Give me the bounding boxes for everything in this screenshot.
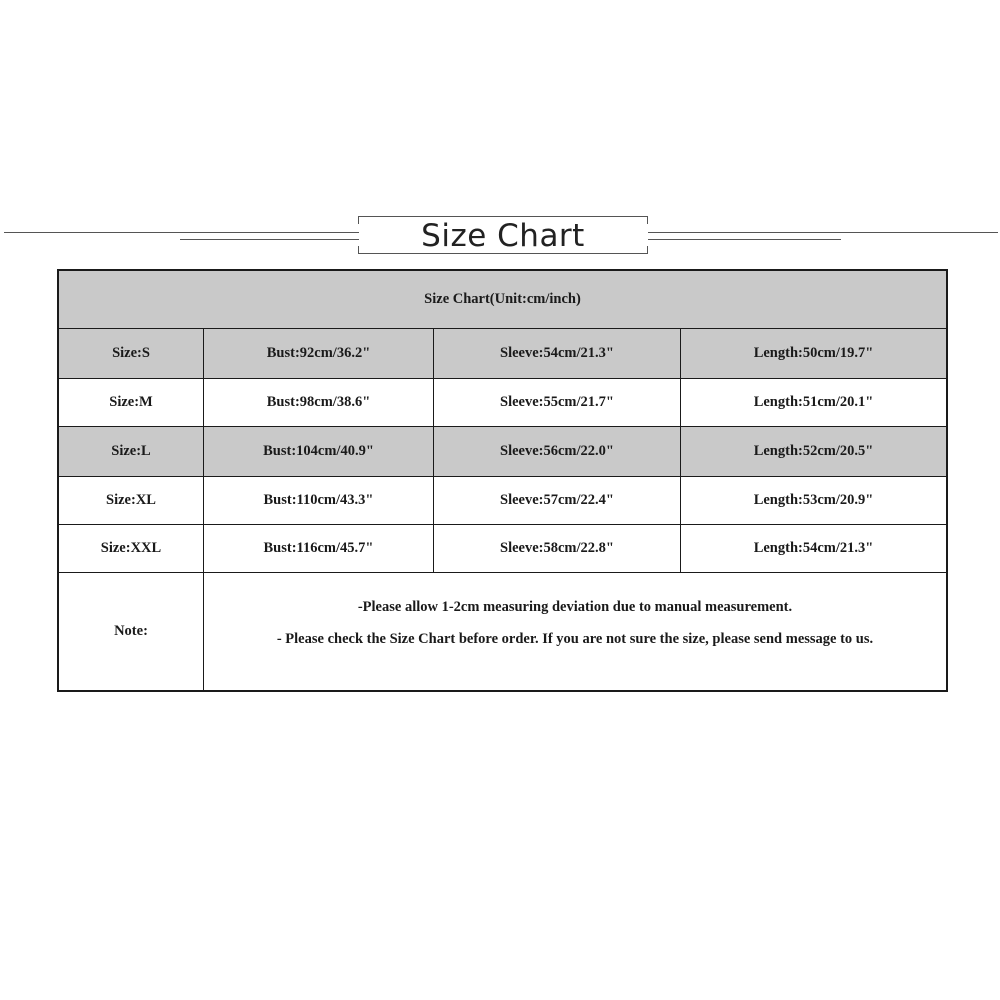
sleeve-cell: Sleeve:57cm/22.4": [434, 477, 681, 524]
table-row: [59, 427, 946, 477]
table-row: [59, 477, 946, 525]
note-label: Note:: [59, 573, 204, 690]
title-rule-left-inner: [180, 239, 359, 240]
length-cell: Length:50cm/19.7": [753, 345, 874, 361]
bust-cell: Bust:92cm/36.2": [204, 329, 434, 378]
size-cell: Size:M: [59, 379, 204, 426]
length-cell: Length:51cm/20.1": [753, 394, 874, 410]
size-cell: Size:XXL: [59, 525, 204, 572]
length-cell: Length:53cm/20.9": [753, 492, 874, 508]
bust-cell: Bust:98cm/38.6": [204, 379, 434, 426]
length-cell: Length:52cm/20.5": [753, 443, 874, 459]
table-row: [59, 329, 946, 379]
sleeve-cell: Sleeve:56cm/22.0": [434, 427, 681, 476]
size-cell: Size:S: [59, 329, 204, 378]
title-rule-right-outer: [648, 232, 998, 233]
bust-cell: Bust:110cm/43.3": [204, 477, 434, 524]
table-row: [59, 379, 946, 427]
title-rule-left-outer: [4, 232, 359, 233]
bust-cell: Bust:116cm/45.7": [204, 525, 434, 572]
note-row: [59, 573, 946, 690]
table-header-row: [59, 271, 946, 329]
sleeve-cell: Sleeve:58cm/22.8": [434, 525, 681, 572]
bust-cell: Bust:104cm/40.9": [204, 427, 434, 476]
size-cell: Size:XL: [59, 477, 204, 524]
note-line: - Please check the Size Chart before order. If you are not sure the size, please send message to us.: [276, 631, 874, 647]
sleeve-cell: Sleeve:55cm/21.7": [434, 379, 681, 426]
table-row: [59, 525, 946, 573]
sleeve-cell: Sleeve:54cm/21.3": [434, 329, 681, 378]
page-title: Size Chart: [421, 218, 585, 254]
note-line: -Please allow 1-2cm measuring deviation due to manual measurement.: [357, 599, 793, 615]
title-rule-right-inner: [648, 239, 841, 240]
length-cell: Length:54cm/21.3": [753, 540, 874, 556]
size-cell: Size:L: [59, 427, 204, 476]
title-frame: [358, 216, 648, 254]
note-body: [204, 573, 946, 690]
table-header: Size Chart(Unit:cm/inch): [424, 291, 581, 307]
size-chart-table: [57, 269, 948, 692]
